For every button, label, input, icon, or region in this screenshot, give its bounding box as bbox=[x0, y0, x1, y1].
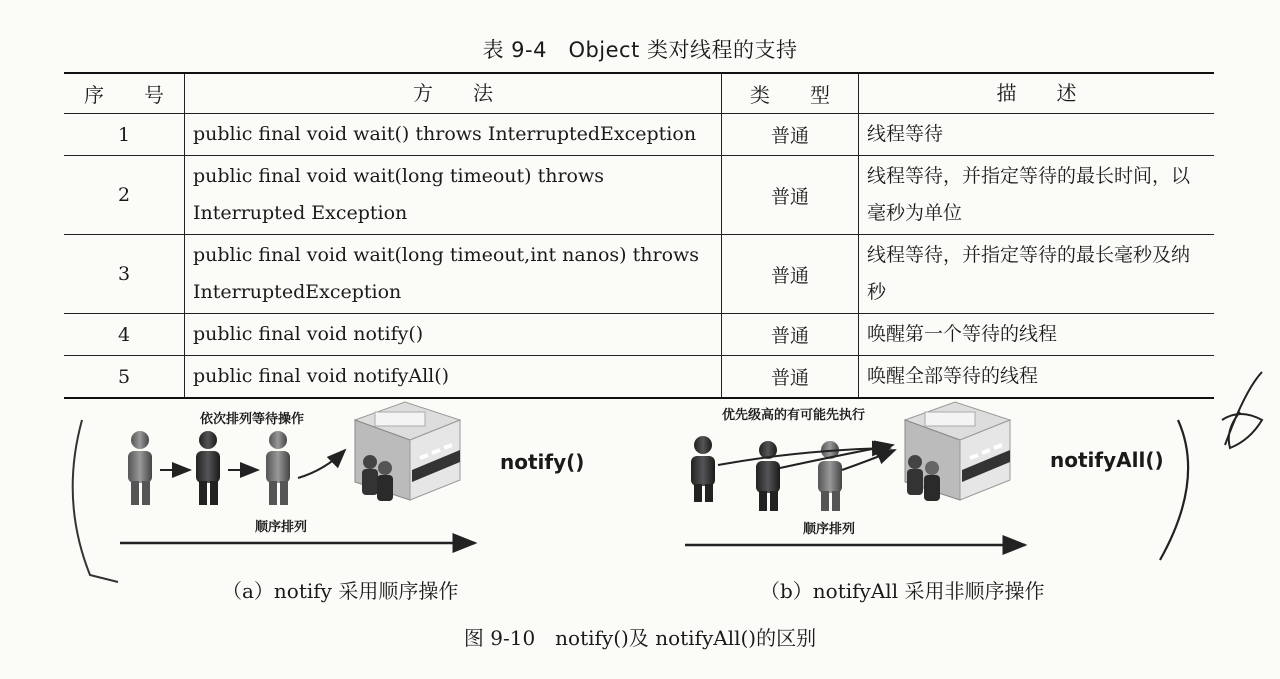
left-top-label: 依次排列等待操作 bbox=[200, 412, 305, 427]
row-type: 普通 bbox=[722, 114, 859, 156]
row-method: public final void notifyAll() bbox=[185, 356, 722, 399]
person-icon bbox=[266, 431, 290, 505]
caption-b: （b）notifyAll 采用非顺序操作 bbox=[760, 579, 1045, 603]
handwritten-scribble bbox=[1222, 372, 1262, 448]
row-type: 普通 bbox=[722, 356, 859, 399]
handwritten-bracket-left bbox=[73, 420, 118, 582]
row-desc: 唤醒全部等待的线程 bbox=[859, 356, 1215, 399]
header-type: 类 型 bbox=[722, 73, 859, 114]
row-desc: 线程等待，并指定等待的最长毫秒及纳秒 bbox=[859, 235, 1215, 314]
right-method-label: notifyAll() bbox=[1050, 448, 1164, 472]
left-method-label: notify() bbox=[500, 450, 585, 474]
row-method: public final void wait(long timeout) throws Interrupted Exception bbox=[185, 156, 722, 235]
left-bottom-label: 顺序排列 bbox=[255, 520, 308, 535]
row-no: 3 bbox=[64, 235, 185, 314]
right-top-label: 优先级高的有可能先执行 bbox=[722, 408, 866, 423]
row-type: 普通 bbox=[722, 235, 859, 314]
row-no: 2 bbox=[64, 156, 185, 235]
row-desc: 线程等待 bbox=[859, 114, 1215, 156]
row-type: 普通 bbox=[722, 314, 859, 356]
row-method: public final void wait(long timeout,int nanos) throws InterruptedException bbox=[185, 235, 722, 314]
header-desc: 描 述 bbox=[859, 73, 1215, 114]
row-type: 普通 bbox=[722, 156, 859, 235]
person-icon bbox=[691, 436, 715, 502]
row-method: public final void notify() bbox=[185, 314, 722, 356]
person-icon bbox=[128, 431, 152, 505]
figure-title: 图 9-10 notify()及 notifyAll()的区别 bbox=[463, 626, 817, 650]
person-icon bbox=[756, 441, 780, 511]
machine-icon bbox=[905, 402, 1010, 501]
header-method: 方 法 bbox=[185, 73, 722, 114]
row-no: 4 bbox=[64, 314, 185, 356]
row-no: 5 bbox=[64, 356, 185, 399]
person-icon bbox=[196, 431, 220, 505]
row-desc: 唤醒第一个等待的线程 bbox=[859, 314, 1215, 356]
row-method: public final void wait() throws InterruptedException bbox=[185, 114, 722, 156]
right-bottom-label: 顺序排列 bbox=[803, 522, 856, 537]
handwritten-bracket-right bbox=[1160, 420, 1188, 560]
caption-a: （a）notify 采用顺序操作 bbox=[222, 579, 459, 603]
row-desc: 线程等待，并指定等待的最长时间，以毫秒为单位 bbox=[859, 156, 1215, 235]
header-no: 序 号 bbox=[64, 73, 185, 114]
table-title: 表 9-4 Object 类对线程的支持 bbox=[482, 38, 798, 62]
row-no: 1 bbox=[64, 114, 185, 156]
machine-icon bbox=[355, 402, 460, 501]
